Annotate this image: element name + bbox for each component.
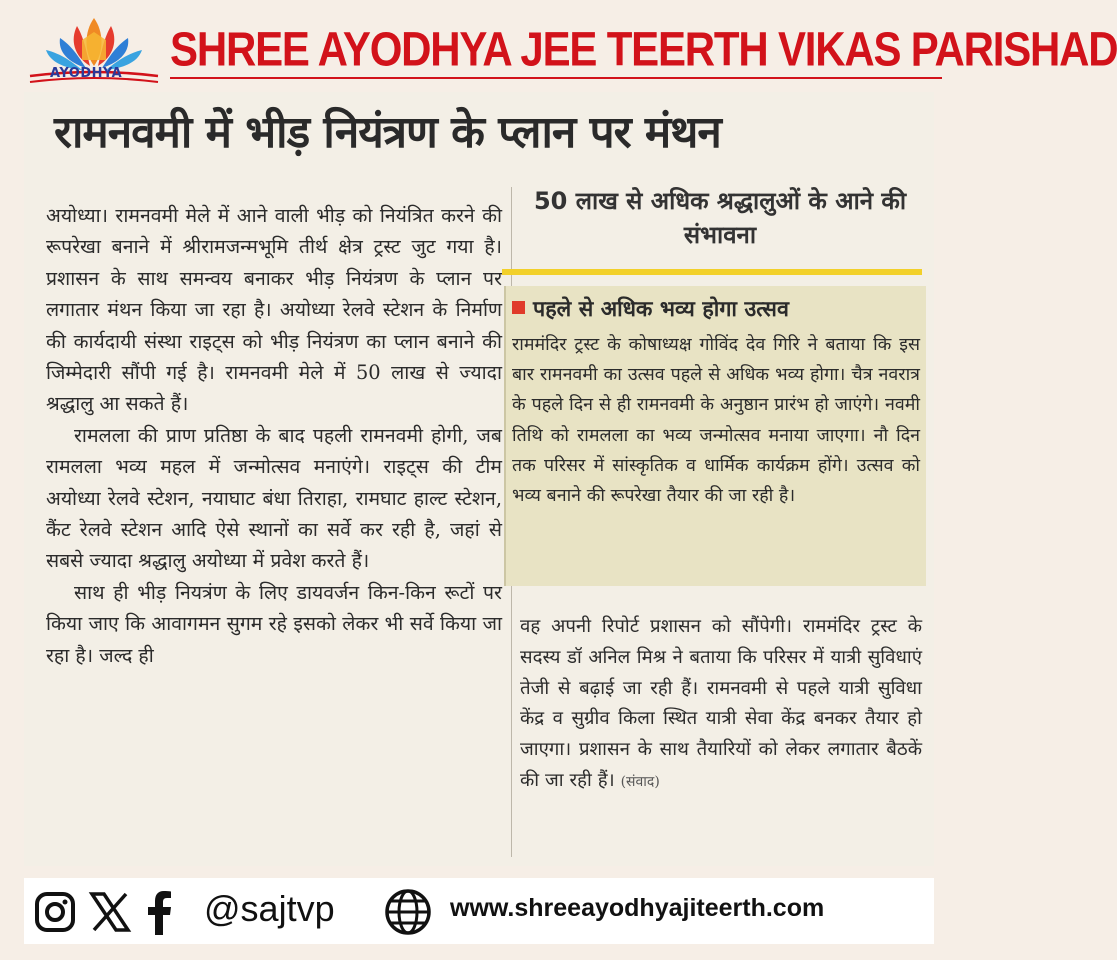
footer-bar	[24, 878, 934, 944]
organization-name: SHREE AYODHYA JEE TEERTH VIKAS PARISHAD	[170, 22, 1117, 77]
box-title-text: पहले से अधिक भव्य होगा उत्सव	[533, 297, 789, 322]
globe-icon	[384, 888, 432, 936]
news-credit: (संवाद)	[620, 773, 660, 790]
paragraph: रामलला की प्राण प्रतिष्ठा के बाद पहली रामनवमी होगी, जब रामलला भव्य महल में जन्मोत्सव मनाएंगे। राइट्स की टीम अयोध्या रेलवे स्टेशन, नयाघाट बंधा तिराहा, रामघाट हाल्ट स्टेशन, कैंट रेलवे स्टेशन आदि ऐसे स्थानों का सर्वे कर रही है, जहां से सबसे ज्यादा श्रद्धालु अयोध्या में प्रवेश करते हैं।	[46, 423, 502, 573]
left-column	[46, 200, 502, 671]
facebook-icon[interactable]	[144, 891, 174, 935]
x-icon[interactable]	[88, 891, 132, 933]
bullet-square-icon	[512, 301, 525, 314]
sub-headline: 50 लाख से अधिक श्रद्धालुओं के आने की संभावना	[533, 187, 907, 249]
paragraph: अयोध्या। रामनवमी मेले में आने वाली भीड़ को नियंत्रित करने की रूपरेखा बनाने में श्रीरामजन्मभूमि तीर्थ क्षेत्र ट्रस्ट जुट गया है। प्रशासन के साथ समन्वय बनाकर भीड़ नियंत्रण के प्लान पर लगातार मंथन किया जा रहा है। अयोध्या रेलवे स्टेशन के निर्माण की कार्यदायी संस्था राइट्स को भीड़ नियंत्रण का प्लान बनाने की जिम्मेदारी सौंपी गई है। रामनवमी मेले में 50 लाख से ज्यादा श्रद्धालु आ सकते हैं।	[46, 204, 502, 416]
box-title	[512, 294, 922, 323]
box-body: राममंदिर ट्रस्ट के कोषाध्यक्ष गोविंद देव गिरि ने बताया कि इस बार रामनवमी का उत्सव पहले से अधिक भव्य होगा। चैत्र नवरात्र के पहले दिन से ही रामनवमी के अनुष्ठान प्रारंभ हो जाएंगे। नवमी तिथि को रामलला का भव्य जन्मोत्सव मनाया जाएगा। नौ दिन तक परिसर में सांस्कृतिक व धार्मिक कार्यक्रम होंगे। उत्सव को भव्य बनाने की रूपरेखा तैयार की जा रही है।	[512, 334, 920, 507]
highlight-bar	[502, 269, 922, 275]
right-column	[520, 612, 922, 798]
header-divider	[170, 77, 942, 79]
sidebar-box	[504, 286, 926, 586]
article-headline: रामनवमी में भीड़ नियंत्रण के प्लान पर मंथन	[54, 107, 721, 158]
social-handle[interactable]: @sajtvp	[204, 888, 335, 929]
page-header	[0, 0, 1117, 90]
paragraph: साथ ही भीड़ नियत्रंण के लिए डायवर्जन किन-किन रूटों पर किया जाए कि आवागमन सुगम रहे इसको लेकर भी सर्वे किया जा रहा है। जल्द ही	[46, 580, 502, 667]
logo-text: AYODHYA	[50, 66, 123, 81]
newspaper-clipping	[24, 92, 934, 866]
paragraph: वह अपनी रिपोर्ट प्रशासन को सौंपेगी। राममंदिर ट्रस्ट के सदस्य डॉ अनिल मिश्र ने बताया कि परिसर में यात्री सुविधाएं तेजी से बढ़ाई जा रही हैं। रामनवमी से पहले यात्री सुविधा केंद्र व सुग्रीव किला स्थित यात्री सेवा केंद्र बनकर तैयार हो जाएगा। प्रशासन के साथ तैयारियों को लेकर लगातार बैठकें की जा रही हैं।	[520, 616, 922, 791]
website-link[interactable]: www.shreeayodhyajiteerth.com	[450, 894, 825, 922]
instagram-icon[interactable]	[34, 891, 76, 933]
